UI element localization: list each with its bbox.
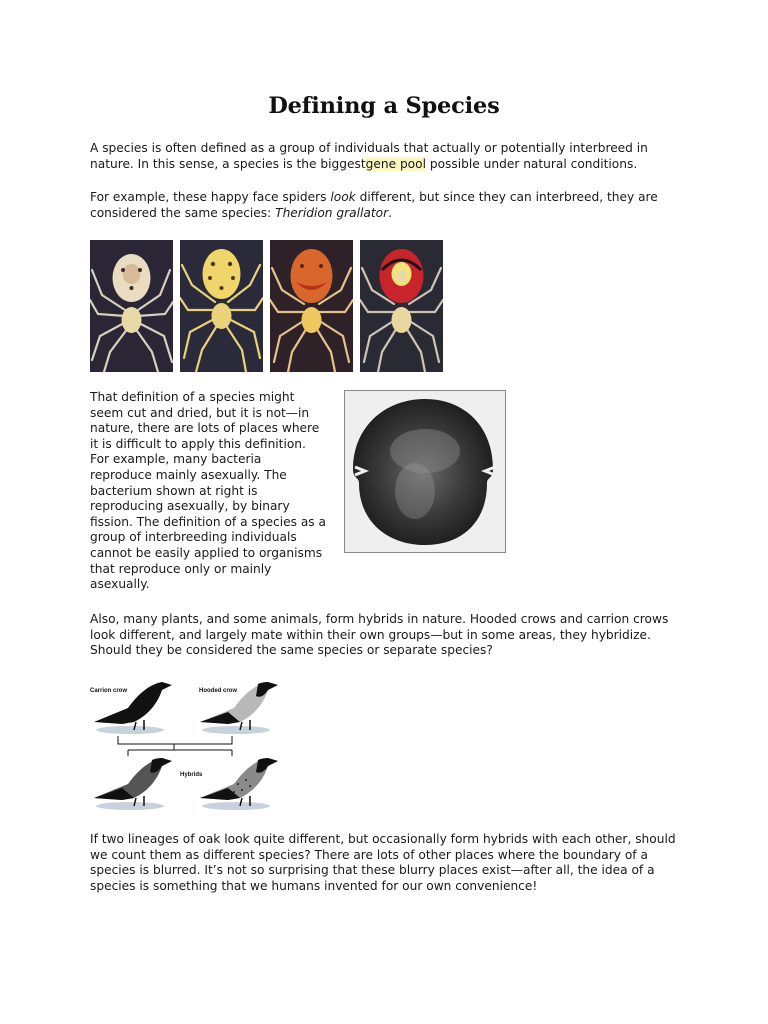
paragraph-bacteria: That definition of a species might seem cut and dried, but it is not—in nature, there are lots of places where it is difficult to apply this definition. For example, many bacteria reproduce mainly asexually. The bacterium shown at right is reproducing asexually, by binary fission. The definition of a species as a group of interbreeding individuals cannot be easily applied to organisms that reproduce only or mainly asexually. <box>90 390 326 592</box>
paragraph-definition <box>90 141 690 172</box>
gene-pool-link[interactable]: gene pool <box>365 156 426 171</box>
bacterium-photo <box>344 390 506 553</box>
spider-photo-pale <box>90 240 173 372</box>
paragraph-spiders-end: . <box>388 205 392 220</box>
paragraph-hybrids: Also, many plants, and some animals, form hybrids in nature. Hooded crows and carrion crows look different, and largely mate within their own groups—but in some areas, they hybridize. Should they be considered the same species or separate species? <box>90 612 669 658</box>
paragraph-definition-text: A species is often defined as a group of individuals that actually or potentially interbreed in nature. In this sense, a species is the biggest <box>90 141 648 171</box>
page-title: Defining a Species <box>268 93 500 119</box>
hooded-crow-label: Hooded crow <box>199 688 238 694</box>
paragraph-spiders <box>90 190 690 221</box>
spider-photo-red <box>360 240 443 372</box>
paragraph-definition-end: possible under natural conditions. <box>425 156 638 171</box>
carrion-crow-label: Carrion crow <box>90 688 128 694</box>
paragraph-spiders-text: For example, these happy face spiders <box>90 190 331 204</box>
emphasis-look: look <box>330 190 356 204</box>
hybrid-crow-illustration-2 <box>200 758 278 810</box>
species-name: Theridion grallator <box>275 205 389 220</box>
spider-photo-row <box>90 240 442 372</box>
hybrid-crow-illustration-1 <box>94 758 172 810</box>
paragraph-conclusion: If two lineages of oak look quite different, but occasionally form hybrids with each other, should we count them as different species? There are lots of other places where the boundary of a species is blurred. It’s not so surprising that these blurry places exist—after all, the idea of a species is something that we humans invented for our own convenience! <box>90 832 676 893</box>
crow-hybrid-diagram <box>88 672 288 817</box>
hybrids-label: Hybrids <box>180 772 203 778</box>
spider-photo-yellow <box>180 240 263 372</box>
paragraph-spiders-middle: different, but since they can interbreed, they are considered the same species: <box>90 190 658 220</box>
spider-photo-orange <box>270 240 353 372</box>
